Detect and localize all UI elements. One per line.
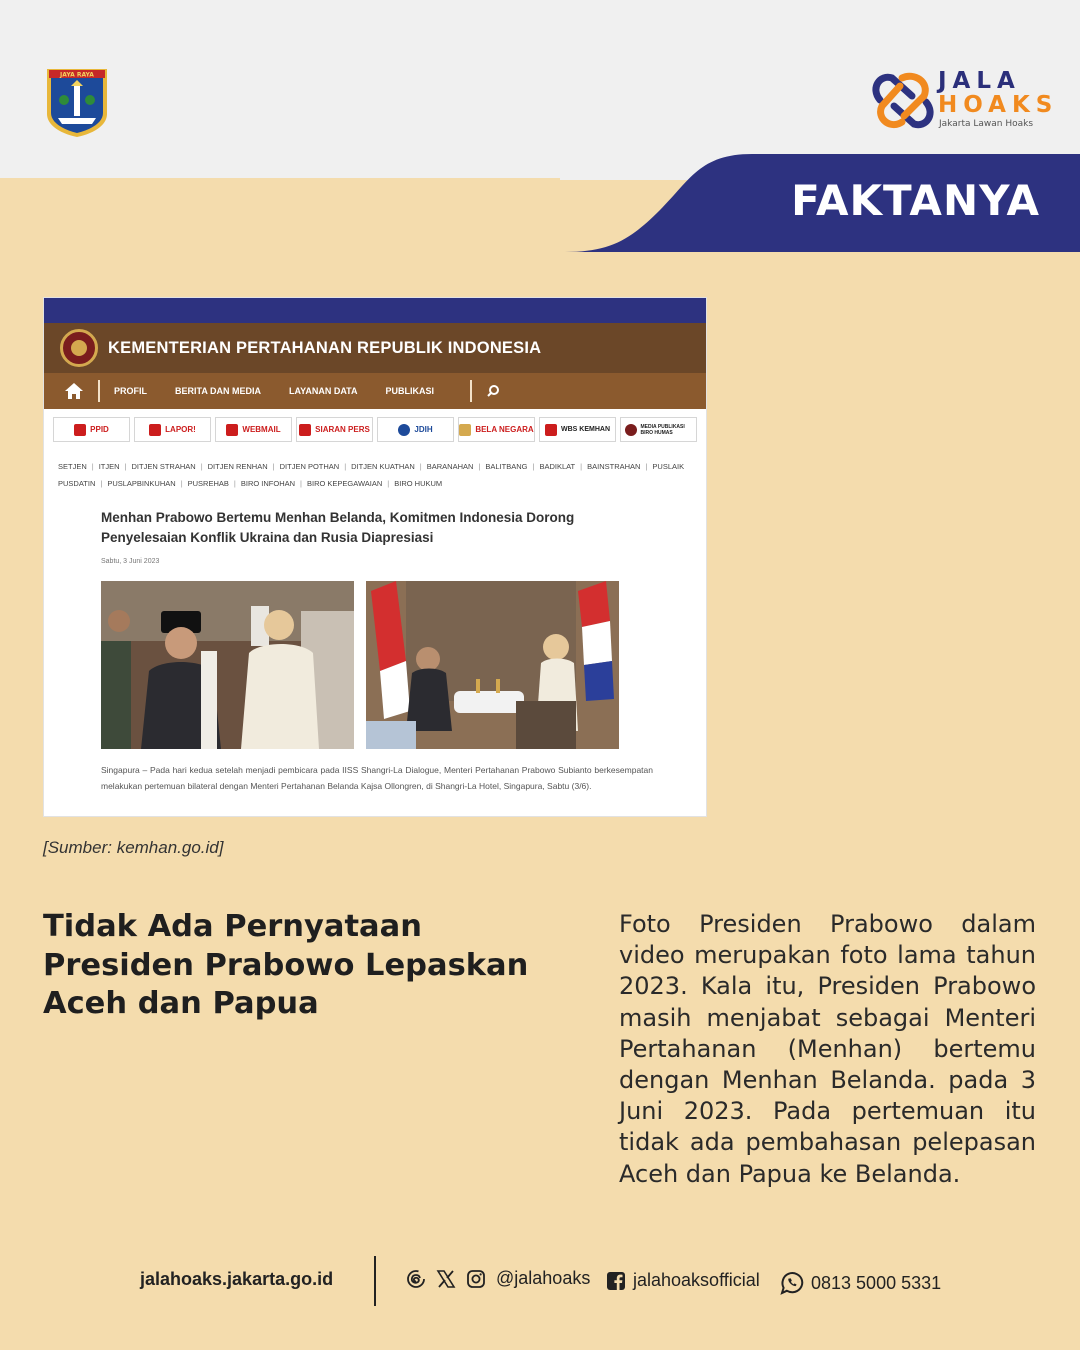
quick-link-jdih[interactable]: [377, 417, 454, 442]
unit-link[interactable]: | BADIKLAT: [527, 458, 575, 475]
nav-item-profil[interactable]: PROFIL: [114, 386, 147, 396]
quick-link-lapor[interactable]: [134, 417, 211, 442]
unit-link[interactable]: | BIRO HUKUM: [382, 475, 442, 492]
article-title[interactable]: Menhan Prabowo Bertemu Menhan Belanda, Komitmen Indonesia Dorong Penyelesaian Konflik Ukraina dan Rusia Diapresiasi: [101, 510, 575, 545]
kemhan-emblem-icon: [60, 329, 98, 367]
quick-links-row: [44, 409, 706, 442]
footer-whatsapp: [778, 1269, 941, 1297]
threads-icon[interactable]: [406, 1269, 426, 1289]
unit-link[interactable]: | PUSREHAB: [176, 475, 229, 492]
kemhan-website-screenshot: [43, 297, 707, 817]
dki-logo-text: JAYA RAYA: [60, 71, 94, 79]
unit-link[interactable]: | DITJEN KUATHAN: [339, 458, 415, 475]
quick-link-label: PPID: [90, 425, 109, 434]
quick-link-label: JDIH: [414, 425, 433, 434]
ppid-icon: [74, 424, 86, 436]
whatsapp-number[interactable]: 0813 5000 5331: [811, 1272, 942, 1293]
jala-hoaks-logo: [872, 68, 1059, 132]
headline: Tidak Ada Pernyataan Presiden Prabowo Lepaskan Aceh dan Papua: [43, 909, 529, 1021]
unit-link[interactable]: | ITJEN: [87, 458, 120, 475]
footer-facebook: [606, 1270, 760, 1291]
footer-divider: [374, 1256, 376, 1306]
nav-item-publikasi[interactable]: PUBLIKASI: [385, 386, 435, 396]
quick-link-bela-negara[interactable]: [458, 417, 535, 442]
site-header: [44, 323, 706, 373]
unit-link[interactable]: | PUSLAPBINKUHAN: [95, 475, 175, 492]
unit-link[interactable]: | PUSLAIK: [640, 458, 684, 475]
article-photos: [101, 581, 706, 749]
footer-social-handles: [406, 1268, 590, 1289]
megaphone-icon: [299, 424, 311, 436]
site-nav-bar: [44, 373, 706, 409]
unit-link[interactable]: PUSDATIN: [58, 479, 96, 488]
article: [44, 492, 706, 794]
quick-link-label: SIARAN PERS: [315, 425, 370, 434]
unit-link[interactable]: | BARANAHAN: [415, 458, 474, 475]
article-body: Singapura – Pada hari kedua setelah menjadi pembicara pada IISS Shangri-La Dialogue, Menteri Pertahanan Prabowo Subianto berkesempatan melakukan pertemuan bilateral dengan Menteri Pertahanan Belanda Kajsa Ollongren, di Shangri-La Hotel, Singapura, Sabtu (3/6).: [101, 765, 653, 791]
unit-link[interactable]: | BIRO INFOHAN: [229, 475, 295, 492]
unit-links: [44, 442, 706, 492]
facebook-icon[interactable]: [606, 1271, 626, 1291]
quick-link-label: WEBMAIL: [242, 425, 281, 434]
quick-link-media-publikasi[interactable]: [620, 417, 697, 442]
dki-jakarta-logo: [44, 66, 110, 138]
brand-tagline: Jakarta Lawan Hoaks: [939, 119, 1034, 129]
nav-separator: [470, 380, 472, 402]
unit-link[interactable]: | BALITBANG: [473, 458, 527, 475]
quick-link-siaran-pers[interactable]: [296, 417, 373, 442]
social-handle[interactable]: @jalahoaks: [496, 1268, 591, 1288]
source-caption: [Sumber: kemhan.go.id]: [43, 838, 224, 857]
faktanya-label: FAKTANYA: [791, 176, 1040, 225]
quick-link-ppid[interactable]: [53, 417, 130, 442]
quick-link-label: BELA NEGARA: [475, 425, 534, 434]
mail-icon: [226, 424, 238, 436]
brand-word-hoaks: HOAKS: [938, 92, 1059, 118]
photo-prabowo-greeting[interactable]: [101, 581, 354, 749]
brand-word-jala: JALA: [938, 68, 1021, 94]
whatsapp-icon[interactable]: [778, 1269, 806, 1297]
home-icon[interactable]: [64, 382, 84, 400]
x-twitter-icon[interactable]: [436, 1269, 456, 1289]
fact-explanation: Foto Presiden Prabowo dalam video merupakan foto lama tahun 2023. Kala itu, Presiden Prabowo masih menjabat sebagai Menteri Pertahanan (Menhan) bertemu dengan Menhan Belanda. pada 3 Juni 2023. Pada pertemuan itu tidak ada pembahasan pelepasan Aceh dan Papua ke Belanda.: [619, 910, 1036, 1188]
media-publikasi-icon: [625, 424, 637, 436]
facebook-handle[interactable]: jalahoaksofficial: [633, 1270, 760, 1290]
nav-item-layanan-data[interactable]: LAYANAN DATA: [289, 386, 358, 396]
site-title: KEMENTERIAN PERTAHANAN REPUBLIK INDONESIA: [108, 338, 542, 357]
quick-link-label: WBS KEMHAN: [561, 426, 610, 433]
bela-negara-icon: [459, 424, 471, 436]
jala-hoaks-mark-icon: [872, 70, 934, 132]
photo-bilateral-meeting[interactable]: [366, 581, 619, 749]
wbs-icon: [545, 424, 557, 436]
quick-link-webmail[interactable]: [215, 417, 292, 442]
footer-website[interactable]: jalahoaks.jakarta.go.id: [140, 1269, 334, 1289]
nav-item-berita[interactable]: BERITA DAN MEDIA: [175, 386, 261, 396]
site-top-bar: [44, 298, 706, 323]
footer: [0, 1250, 1080, 1310]
nav-separator: [98, 380, 100, 402]
unit-link[interactable]: SETJEN: [58, 462, 87, 471]
quick-link-label: LAPOR!: [165, 425, 196, 434]
unit-link[interactable]: | DITJEN RENHAN: [196, 458, 268, 475]
unit-link[interactable]: | DITJEN STRAHAN: [120, 458, 196, 475]
quick-link-wbs[interactable]: [539, 417, 616, 442]
lapor-icon: [149, 424, 161, 436]
quick-link-label: MEDIA PUBLIKASI BIRO HUMAS: [640, 423, 685, 436]
jdih-icon: [398, 424, 410, 436]
instagram-icon[interactable]: [466, 1269, 486, 1289]
unit-link[interactable]: | BAINSTRAHAN: [575, 458, 640, 475]
unit-link[interactable]: | BIRO KEPEGAWAIAN: [295, 475, 382, 492]
search-icon[interactable]: [486, 384, 500, 398]
unit-link[interactable]: | DITJEN POTHAN: [268, 458, 340, 475]
article-date: Sabtu, 3 Juni 2023: [101, 558, 160, 565]
